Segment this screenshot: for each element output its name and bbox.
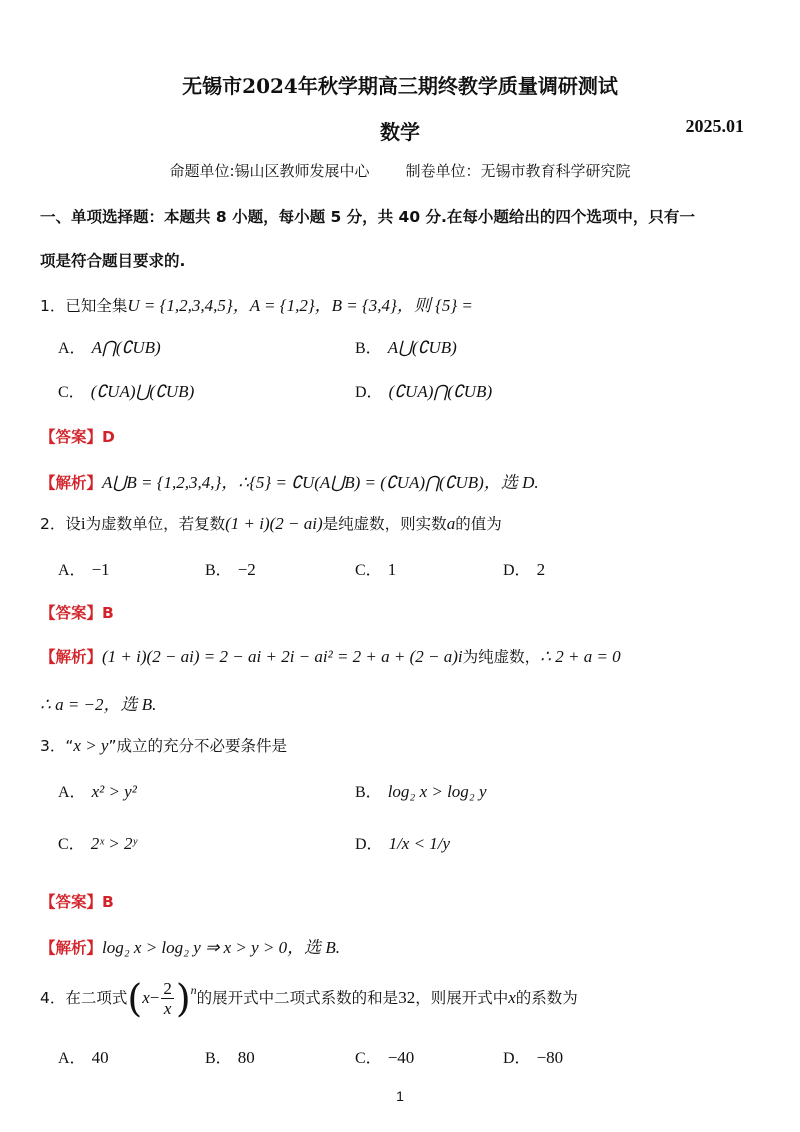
question-2-option-b: B． −2 — [205, 560, 256, 579]
question-4-option-d: D． −80 — [503, 1048, 564, 1067]
page-number: 1 — [396, 1088, 404, 1104]
answer-value: B — [102, 604, 114, 622]
analysis-math: (1 + i)(2 − ai) = 2 − ai + 2i − ai² = 2 + a + (2 − a)i — [102, 647, 463, 666]
question-2-math: (1 + i)(2 − ai) — [225, 514, 323, 533]
question-2-option-c: C． 1 — [355, 560, 397, 579]
question-1-option-b: B． A⋃(∁UB) — [355, 338, 457, 357]
answer-value: D — [102, 428, 115, 446]
question-4-minus: − — [149, 988, 160, 1007]
question-1-option-c: C． (∁UA)⋃(∁UB) — [58, 382, 195, 401]
unit-right: 制卷单位：无锡市教育科学研究院 — [405, 162, 631, 180]
exam-date: 2025.01 — [685, 116, 744, 136]
analysis-end: ∴ 2 + a = 0 — [540, 647, 621, 666]
question-2-stem — [40, 512, 502, 534]
analysis-text: A⋃B = {1,2,3,4,}，∴{5} = ∁U(A⋃B) = (∁UA)⋂(∁UB)，选 D. — [102, 473, 539, 492]
analysis-line2: ∴ a = −2，选 B. — [40, 695, 157, 714]
question-2-answer — [40, 601, 114, 623]
question-3-option-b: B． log₂ x > log₂ y — [355, 782, 487, 801]
right-paren: ) — [175, 976, 191, 1021]
question-4-option-b: B． 80 — [205, 1048, 255, 1067]
question-2-analysis — [40, 645, 621, 667]
question-4-option-c: C． −40 — [355, 1048, 415, 1067]
subject-title: 数学 — [380, 120, 420, 144]
unit-left: 命题单位:锡山区教师发展中心 — [169, 162, 370, 180]
question-3-option-c: C． 2ˣ > 2ʸ — [58, 834, 137, 853]
exam-title: 无锡市2024年秋学期高三期终教学质量调研测试 — [182, 74, 618, 98]
answer-label: 【答案】 — [40, 604, 103, 622]
exam-units — [0, 160, 800, 181]
analysis-label: 【解析】 — [40, 939, 103, 957]
question-4-x: x — [142, 988, 150, 1007]
question-2-suffix: 的值为 — [455, 515, 502, 533]
question-2-i: i — [80, 514, 86, 533]
question-2-mid2: 是纯虚数，则实数 — [322, 515, 447, 533]
question-1-math: U = {1,2,3,4,5}，A = {1,2}，B = {3,4}，则 {5} = — [127, 296, 473, 315]
question-1-option-a: A． A⋂(∁UB) — [58, 338, 161, 357]
answer-label: 【答案】 — [40, 428, 103, 446]
question-1-stem — [40, 291, 473, 316]
question-2-a: a — [446, 514, 456, 533]
question-2-analysis-line2 — [40, 690, 156, 715]
question-4-prefix: 4．在二项式 — [40, 989, 128, 1007]
question-3-answer — [40, 890, 114, 912]
question-4-suffix: 的系数为 — [515, 989, 578, 1007]
section1-heading-line1: 一、单项选择题：本题共 8 小题，每小题 5 分，共 40 分.在每小题给出的四个选项中，只有一 — [40, 208, 695, 226]
question-3-suffix: ”成立的充分不必要条件是 — [108, 737, 287, 755]
question-3-analysis — [40, 933, 340, 958]
answer-label: 【答案】 — [40, 893, 103, 911]
section1-heading-line2: 项是符合题目要求的. — [40, 252, 186, 270]
question-2-option-a: A． −1 — [58, 560, 110, 579]
fraction-2-over-x: $\frac{2}{x}$ — [163, 979, 172, 1018]
exponent-n: n — [190, 983, 197, 997]
question-1-prefix: 1．已知全集 — [40, 297, 128, 315]
question-2-option-d: D． 2 — [503, 560, 546, 579]
question-4-stem — [40, 970, 578, 1026]
question-4-num: 32 — [398, 988, 416, 1007]
answer-value: B — [102, 893, 114, 911]
question-3-prefix: 3．“ — [40, 737, 74, 755]
analysis-label: 【解析】 — [40, 648, 103, 666]
left-paren: ( — [127, 976, 143, 1021]
question-1-answer — [40, 425, 115, 447]
analysis-label: 【解析】 — [40, 474, 103, 492]
question-3-option-d: D． 1/x < 1/y — [355, 834, 451, 853]
question-2-prefix: 2．设 — [40, 515, 81, 533]
question-4-option-a: A． 40 — [58, 1048, 109, 1067]
question-3-option-a: A． x² > y² — [58, 782, 137, 801]
question-4-var: x — [508, 988, 516, 1007]
question-2-mid: 为虚数单位，若复数 — [85, 515, 226, 533]
question-1-option-d: D． (∁UA)⋂(∁UB) — [355, 382, 493, 401]
analysis-text: log₂ x > log₂ y ⇒ x > y > 0，选 B. — [102, 938, 341, 957]
question-1-analysis — [40, 468, 539, 493]
question-3-stem — [40, 734, 287, 756]
question-4-mid: 的展开式中二项式系数的和是 — [196, 989, 399, 1007]
question-4-mid2: ，则展开式中 — [415, 989, 509, 1007]
analysis-mid: 为纯虚数， — [462, 648, 541, 666]
question-3-math: x > y — [73, 736, 109, 755]
